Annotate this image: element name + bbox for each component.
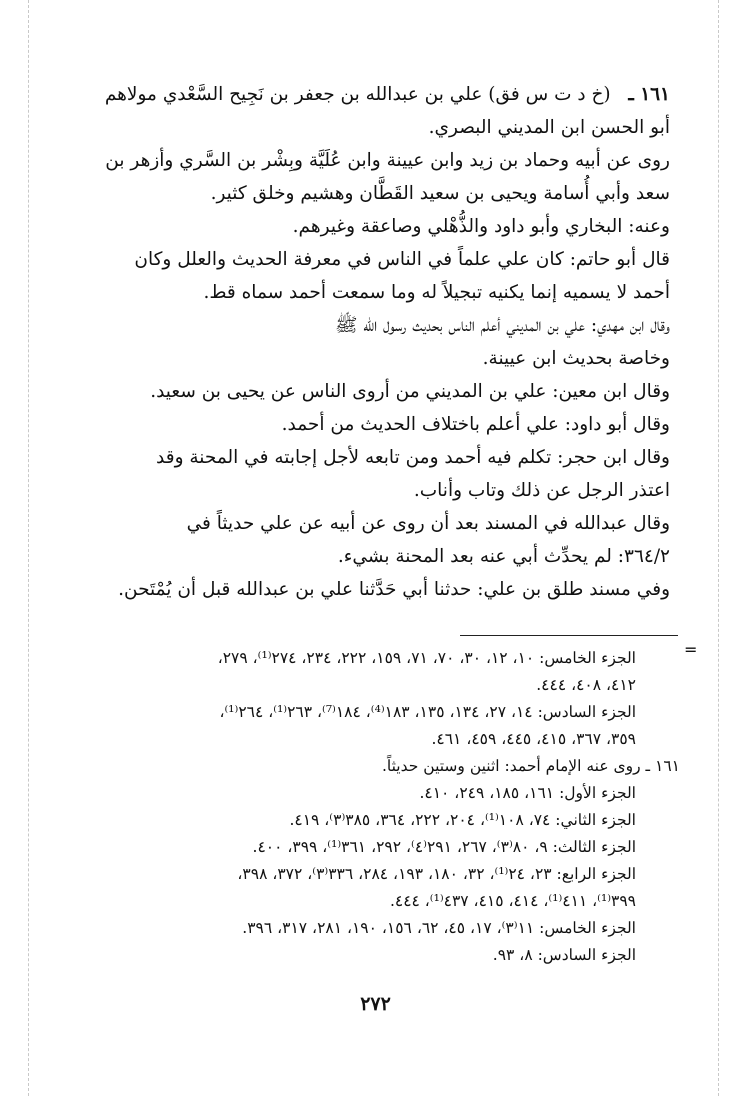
page-number: ٢٧٢: [360, 993, 391, 1015]
entry-text-line: وقال ابن حجر: تكلم فيه أحمد ومن تابعه لأجل إجابته في المحنة وقد: [156, 447, 670, 468]
entry-text-line: وقال عبدالله في المسند بعد أن روى عن أبيه عن علي حديثاً في: [186, 513, 670, 534]
entry-text-line: اعتذر الرجل عن ذلك وتاب وأناب.: [413, 480, 670, 501]
footnotes: [60, 645, 680, 969]
footnote-line: الجزء السادس: ١٤، ٢٧، ١٣٤، ١٣٥، ١٨٣⁽⁴⁾، ١٨٤⁽⁷⁾، ٢٦٣⁽¹⁾، ٢٦٤⁽¹⁾،: [219, 703, 636, 721]
entry-text-line: ٣٦٤/٢: لم يحدِّث أبي عنه بعد المحنة بشيء.: [337, 546, 670, 567]
entry-text-line: سعد وأبي أُسامة ويحيى بن سعيد القَطَّان وهشيم وخلق كثير.: [210, 183, 670, 204]
footnote-line: الجزء الخامس: ١١⁽٣⁾، ١٧، ٤٥، ٦٢، ١٥٦، ١٩٠، ٢٨١، ٣١٧، ٣٩٦.: [242, 919, 636, 937]
page-guide-left: [28, 0, 29, 1096]
footnote-line: الجزء الرابع: ٢٣، ٢٤⁽¹⁾، ٣٢، ١٨٠، ١٩٣، ٢٨٤، ٣٣٦⁽٣⁾، ٣٧٢، ٣٩٨،: [237, 865, 636, 883]
entry-text-line: أبو الحسن ابن المديني البصري.: [428, 117, 670, 138]
entry-text-line: وقال ابن معين: علي بن المديني من أروى الناس عن يحيى بن سعيد.: [150, 381, 670, 402]
footnote-divider: [460, 635, 678, 636]
entry-text-line: أحمد لا يسميه إنما يكنيه تبجيلاً له وما سمعت أحمد سماه قط.: [203, 282, 670, 303]
footnote-line: الجزء الثالث: ٩، ٨٠⁽٣⁾، ٢٦٧، ٢٩١⁽٤⁾، ٢٩٢، ٣٦١⁽¹⁾، ٣٩٩، ٤٠٠.: [252, 838, 636, 856]
entry-text-line: وخاصة بحديث ابن عيينة.: [482, 348, 670, 369]
entry-number: ١٦١ ـ: [628, 84, 670, 105]
entry-text-line: وفي مسند طلق بن علي: حدثنا أبي حَدَّثنا علي بن عبدالله قبل أن يُمْتَحن.: [118, 579, 670, 600]
footnote-line: الجزء السادس: ٨، ٩٣.: [492, 946, 636, 964]
footnote-continuation-mark: =: [684, 640, 698, 659]
footnote-line: ٣٩٩⁽¹⁾، ٤١١⁽¹⁾، ٤١٤، ٤١٥، ٤٣٧⁽¹⁾، ٤٤٤.: [389, 892, 636, 910]
footnote-line: الجزء الخامس: ١٠، ١٢، ٣٠، ٧٠، ٧١، ١٥٩، ٢٢٢، ٢٣٤، ٢٧٤⁽¹⁾، ٢٧٩،: [217, 649, 636, 667]
entry-text-line: روى عن أبيه وحماد بن زيد وابن عيينة وابن عُلَيَّة وبِشْر بن السَّري وأزهر بن: [105, 150, 670, 171]
footnote-line: ١٦١ ـ روى عنه الإمام أحمد: اثنين وستين حديثاً.: [381, 757, 680, 775]
footnote-line: الجزء الأول: ١٦١، ١٨٥، ٢٤٩، ٤١٠.: [419, 784, 636, 802]
footnote-line: ٣٥٩، ٣٦٧، ٤١٥، ٤٤٥، ٤٥٩، ٤٦١.: [431, 730, 636, 748]
entry-text-line: قال أبو حاتم: كان علي علماً في الناس في معرفة الحديث والعلل وكان: [134, 249, 670, 270]
biography-entry: [70, 78, 670, 606]
entry-heading-line: [70, 78, 670, 111]
entry-text-line: وقال أبو داود: علي أعلم باختلاف الحديث من أحمد.: [281, 414, 670, 435]
entry-text-line: وعنه: البخاري وأبو داود والذُّهْلي وصاعقة وغيرهم.: [292, 216, 670, 237]
entry-text-line: (خ د ت س فق) علي بن عبدالله بن جعفر بن نَجِيح السَّعْدي مولاهم: [104, 84, 611, 105]
footnote-line: ٤١٢، ٤٠٨، ٤٤٤.: [536, 676, 636, 694]
entry-text-line: وقال ابن مهدي: علي بن المديني أعلم الناس بحديث رسول الله ﷺ: [335, 315, 670, 336]
footnote-line: الجزء الثاني: ٧٤، ١٠٨⁽¹⁾، ٢٠٤، ٢٢٢، ٣٦٤، ٣٨٥⁽٣⁾، ٤١٩.: [289, 811, 636, 829]
page-guide-right: [718, 0, 719, 1096]
